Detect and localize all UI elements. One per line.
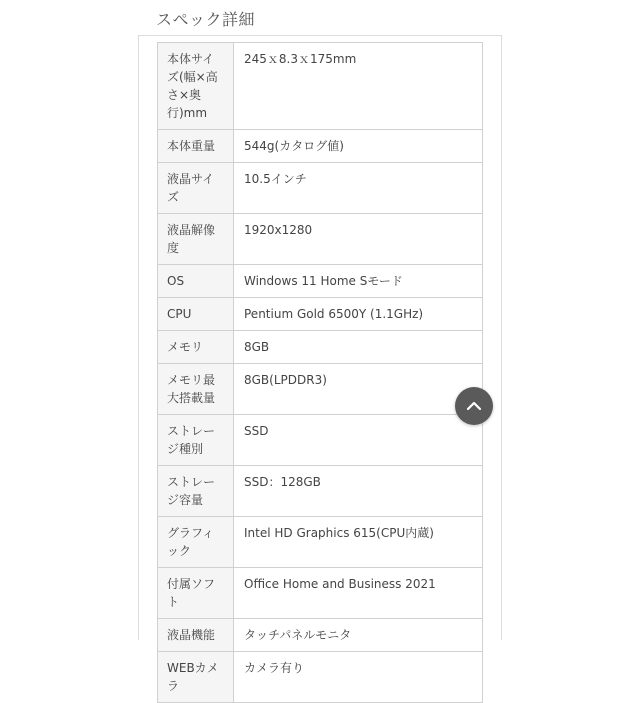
spec-label: 液晶解像度: [158, 214, 234, 265]
spec-value: 8GB(LPDDR3): [234, 364, 483, 415]
table-row: [158, 415, 483, 466]
spec-label: ストレージ種別: [158, 415, 234, 466]
spec-label: メモリ: [158, 331, 234, 364]
table-row: [158, 619, 483, 652]
spec-value: タッチパネルモニタ: [234, 619, 483, 652]
spec-value: 245ｘ8.3ｘ175mm: [234, 43, 483, 130]
table-row: [158, 265, 483, 298]
table-row: [158, 130, 483, 163]
table-row: [158, 298, 483, 331]
spec-value: SSD：128GB: [234, 466, 483, 517]
spec-value: 10.5インチ: [234, 163, 483, 214]
spec-value: Pentium Gold 6500Y (1.1GHz): [234, 298, 483, 331]
spec-label: 液晶サイズ: [158, 163, 234, 214]
spec-label: 液晶機能: [158, 619, 234, 652]
table-row: [158, 364, 483, 415]
title-divider: [138, 35, 502, 36]
spec-label: CPU: [158, 298, 234, 331]
table-row: [158, 568, 483, 619]
table-row: [158, 652, 483, 703]
table-row: [158, 163, 483, 214]
chevron-up-icon: [465, 397, 483, 415]
spec-label: グラフィック: [158, 517, 234, 568]
spec-label: 本体重量: [158, 130, 234, 163]
spec-value: Windows 11 Home Sモード: [234, 265, 483, 298]
spec-value: SSD: [234, 415, 483, 466]
spec-table: [157, 42, 483, 703]
spec-value: カメラ有り: [234, 652, 483, 703]
section-title: スペック詳細: [156, 10, 256, 29]
table-row: [158, 517, 483, 568]
spec-label: OS: [158, 265, 234, 298]
spec-label: WEBカメラ: [158, 652, 234, 703]
spec-label: メモリ最大搭載量: [158, 364, 234, 415]
content-border-right: [501, 36, 502, 640]
table-row: [158, 466, 483, 517]
table-row: [158, 43, 483, 130]
spec-value: 8GB: [234, 331, 483, 364]
spec-value: 544g(カタログ値): [234, 130, 483, 163]
scroll-to-top-button[interactable]: [455, 387, 493, 425]
spec-label: ストレージ容量: [158, 466, 234, 517]
table-row: [158, 331, 483, 364]
content-border-left: [138, 36, 139, 640]
spec-label: 付属ソフト: [158, 568, 234, 619]
spec-value: Office Home and Business 2021: [234, 568, 483, 619]
spec-value: 1920x1280: [234, 214, 483, 265]
table-row: [158, 214, 483, 265]
spec-label: 本体サイズ(幅×高さ×奥行)mm: [158, 43, 234, 130]
spec-value: Intel HD Graphics 615(CPU内蔵): [234, 517, 483, 568]
